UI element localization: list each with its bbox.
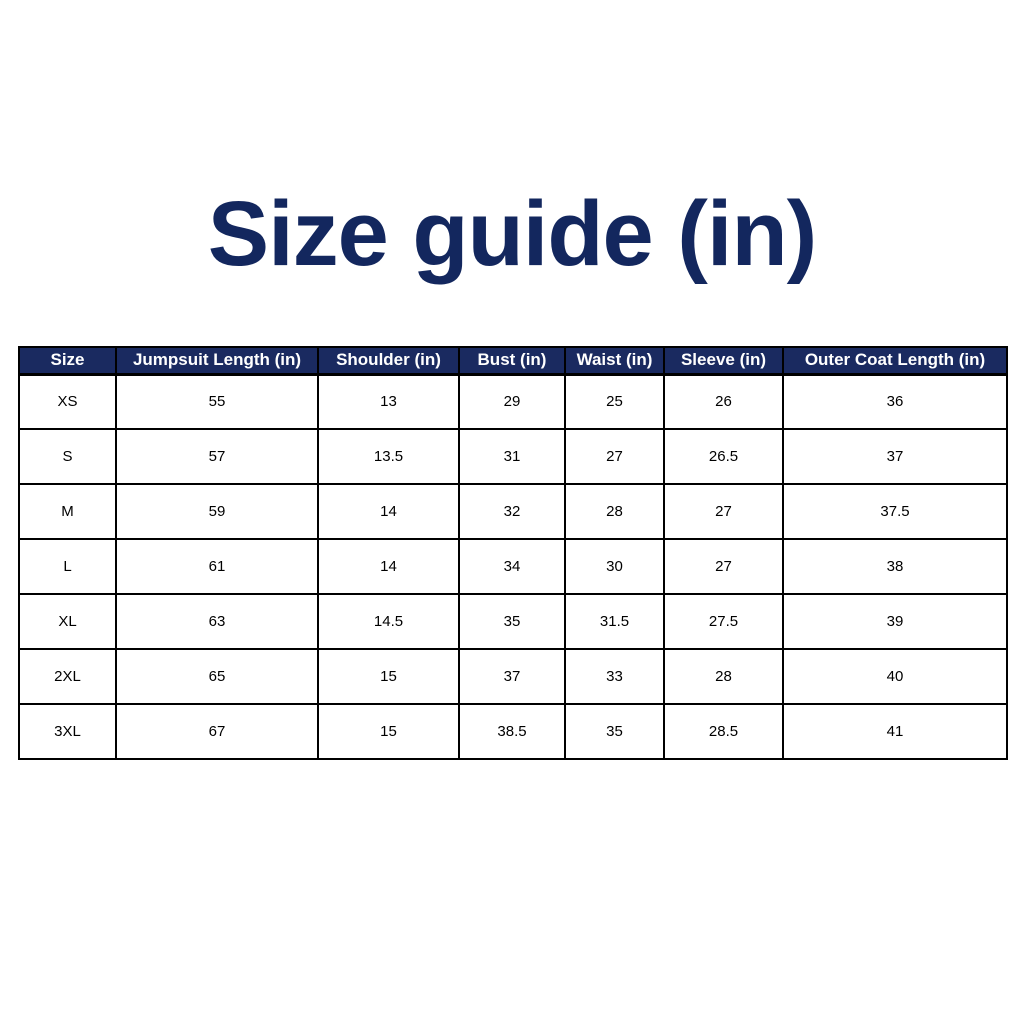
measurement-cell: 28.5 <box>664 704 783 759</box>
measurement-cell: 39 <box>783 594 1007 649</box>
measurement-cell: 41 <box>783 704 1007 759</box>
measurement-cell: 29 <box>459 374 565 429</box>
page-title: Size guide (in) <box>207 183 817 285</box>
measurement-cell: 15 <box>318 704 459 759</box>
measurement-cell: 26 <box>664 374 783 429</box>
table-row-3xl <box>19 704 1007 759</box>
measurement-cell: 13 <box>318 374 459 429</box>
measurement-cell: 37 <box>783 429 1007 484</box>
column-header-shoulder-in: Shoulder (in) <box>318 347 459 374</box>
measurement-cell: 14.5 <box>318 594 459 649</box>
measurement-cell: 37 <box>459 649 565 704</box>
column-header-sleeve-in: Sleeve (in) <box>664 347 783 374</box>
table-header-row <box>19 347 1007 374</box>
measurement-cell: 30 <box>565 539 664 594</box>
measurement-cell: 15 <box>318 649 459 704</box>
size-label-cell: 2XL <box>19 649 116 704</box>
size-label-cell: M <box>19 484 116 539</box>
measurement-cell: 27 <box>664 539 783 594</box>
measurement-cell: 31 <box>459 429 565 484</box>
measurement-cell: 40 <box>783 649 1007 704</box>
measurement-cell: 14 <box>318 484 459 539</box>
measurement-cell: 61 <box>116 539 318 594</box>
measurement-cell: 32 <box>459 484 565 539</box>
table-row-m <box>19 484 1007 539</box>
measurement-cell: 13.5 <box>318 429 459 484</box>
size-label-cell: XS <box>19 374 116 429</box>
measurement-cell: 38.5 <box>459 704 565 759</box>
size-label-cell: 3XL <box>19 704 116 759</box>
measurement-cell: 34 <box>459 539 565 594</box>
table-row-l <box>19 539 1007 594</box>
column-header-jumpsuit-length-in: Jumpsuit Length (in) <box>116 347 318 374</box>
size-label-cell: L <box>19 539 116 594</box>
measurement-cell: 31.5 <box>565 594 664 649</box>
measurement-cell: 27.5 <box>664 594 783 649</box>
column-header-outer-coat-length-in: Outer Coat Length (in) <box>783 347 1007 374</box>
measurement-cell: 35 <box>459 594 565 649</box>
measurement-cell: 63 <box>116 594 318 649</box>
table-row-xs <box>19 374 1007 429</box>
measurement-cell: 33 <box>565 649 664 704</box>
table-row-s <box>19 429 1007 484</box>
measurement-cell: 67 <box>116 704 318 759</box>
table-row-xl <box>19 594 1007 649</box>
table-row-2xl <box>19 649 1007 704</box>
measurement-cell: 25 <box>565 374 664 429</box>
size-label-cell: S <box>19 429 116 484</box>
measurement-cell: 55 <box>116 374 318 429</box>
measurement-cell: 38 <box>783 539 1007 594</box>
measurement-cell: 35 <box>565 704 664 759</box>
size-label-cell: XL <box>19 594 116 649</box>
size-guide-table <box>18 346 1008 760</box>
column-header-bust-in: Bust (in) <box>459 347 565 374</box>
measurement-cell: 37.5 <box>783 484 1007 539</box>
measurement-cell: 57 <box>116 429 318 484</box>
measurement-cell: 26.5 <box>664 429 783 484</box>
measurement-cell: 36 <box>783 374 1007 429</box>
column-header-size: Size <box>19 347 116 374</box>
measurement-cell: 59 <box>116 484 318 539</box>
measurement-cell: 65 <box>116 649 318 704</box>
measurement-cell: 28 <box>565 484 664 539</box>
column-header-waist-in: Waist (in) <box>565 347 664 374</box>
measurement-cell: 27 <box>565 429 664 484</box>
measurement-cell: 14 <box>318 539 459 594</box>
measurement-cell: 27 <box>664 484 783 539</box>
measurement-cell: 28 <box>664 649 783 704</box>
